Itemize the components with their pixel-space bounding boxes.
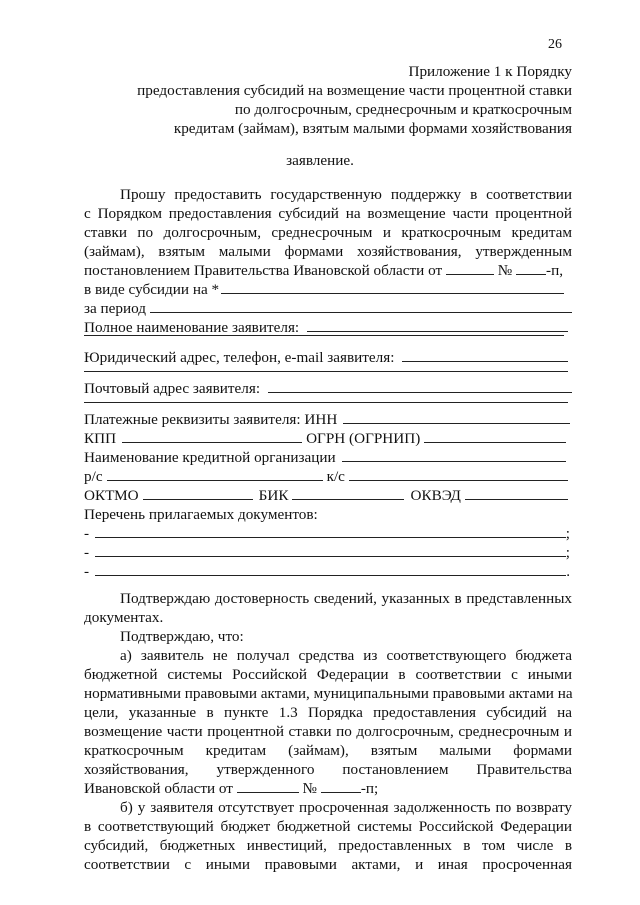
decree-number-field[interactable] xyxy=(516,261,546,275)
okved-field[interactable] xyxy=(465,486,568,500)
legal-address-line-2[interactable] xyxy=(84,371,568,372)
doc-item-3-field[interactable] xyxy=(95,562,566,576)
subsidy-field[interactable] xyxy=(221,280,564,294)
ogrn-field[interactable] xyxy=(424,429,566,443)
intro-line-4: (займам), взятым малыми формами хозяйствования, утвержденным xyxy=(84,243,572,260)
item-a-line-7: хозяйствования, утвержденного постановлением Правительства xyxy=(84,761,572,778)
payment-details-label: Платежные реквизиты заявителя: ИНН xyxy=(84,411,338,428)
ogrn-label: ОГРН (ОГРНИП) xyxy=(306,430,421,447)
bank-name-label: Наименование кредитной организации xyxy=(84,449,336,466)
doc-item-3-dash: - xyxy=(84,563,90,580)
full-name-label: Полное наименование заявителя: xyxy=(84,319,300,336)
bik-field[interactable] xyxy=(292,486,404,500)
confirm-line-3: Подтверждаю, что: xyxy=(120,628,244,645)
doc-item-1-field[interactable] xyxy=(95,524,566,538)
legal-address-label: Юридический адрес, телефон, e-mail заявителя: xyxy=(84,349,395,366)
decree-date-field[interactable] xyxy=(446,261,494,275)
intro-line-2: с Порядком предоставления субсидий на возмещение части процентной xyxy=(84,205,572,222)
doc-item-2-end: ; xyxy=(565,544,570,561)
doc-item-2-dash: - xyxy=(84,544,90,561)
rs-field[interactable] xyxy=(107,467,323,481)
bik-label: БИК xyxy=(258,487,289,504)
appendix-line-1: Приложение 1 к Порядку xyxy=(408,63,572,80)
item-a-suffix: -п; xyxy=(360,780,379,797)
item-a-line-3: нормативными правовыми актами, муниципальными правовыми актами на xyxy=(84,685,573,702)
period-field[interactable] xyxy=(150,299,572,313)
postal-address-field[interactable] xyxy=(268,379,572,393)
rs-label: р/с xyxy=(84,468,103,485)
intro-line-3: ставки по долгосрочным, среднесрочным и краткосрочным кредитам xyxy=(84,224,572,241)
item-a-line-2: бюджетной системы Российской Федерации в соответствии с иными xyxy=(84,666,572,683)
ks-label: к/с xyxy=(326,468,345,485)
appendix-line-4: кредитам (займам), взятым малыми формами хозяйствования xyxy=(173,120,572,137)
full-name-line-2[interactable] xyxy=(84,335,564,336)
document-title: заявление. xyxy=(286,152,354,169)
item-b-line-3: субсидий, бюджетных инвестиций, предоставленных в том числе в xyxy=(84,837,572,854)
full-name-field[interactable] xyxy=(307,318,568,332)
item-a-number-sign: № xyxy=(302,780,318,797)
inn-field[interactable] xyxy=(343,410,570,424)
number-sign: № xyxy=(497,262,513,279)
item-a-date-field[interactable] xyxy=(237,779,299,793)
postal-address-label: Почтовый адрес заявителя: xyxy=(84,380,261,397)
kpp-label: КПП xyxy=(84,430,117,447)
doc-item-1-dash: - xyxy=(84,525,90,542)
item-b-line-4: соответствии с иными правовыми актами, и иная просроченная xyxy=(84,856,572,873)
oktmo-label: ОКТМО xyxy=(84,487,139,504)
item-a-number-field[interactable] xyxy=(321,779,361,793)
doc-item-2-field[interactable] xyxy=(95,543,566,557)
bank-name-field[interactable] xyxy=(342,448,566,462)
kpp-field[interactable] xyxy=(122,429,302,443)
item-a-line-1: а) заявитель не получал средства из соответствующего бюджета xyxy=(120,647,572,664)
oktmo-field[interactable] xyxy=(143,486,253,500)
item-b-line-1: б) у заявителя отсутствует просроченная задолженность по возврату xyxy=(120,799,572,816)
page-number: 26 xyxy=(548,37,562,52)
confirm-line-2: документах. xyxy=(84,609,164,626)
decree-suffix: -п, xyxy=(546,262,564,279)
item-a-line-4: цели, указанные в пункте 1.3 Порядка предоставления субсидий на xyxy=(84,704,572,721)
subsidy-label: в виде субсидии на * xyxy=(84,281,220,298)
item-b-line-2: в соответствующий бюджет бюджетной системы Российской Федерации xyxy=(84,818,572,835)
doc-item-3-end: . xyxy=(566,563,570,580)
docs-list-label: Перечень прилагаемых документов: xyxy=(84,506,318,523)
period-label: за период xyxy=(84,300,147,317)
item-a-line-5: возмещение части процентной ставки по долгосрочным, среднесрочным и xyxy=(84,723,572,740)
okved-label: ОКВЭД xyxy=(410,487,461,504)
intro-line-1: Прошу предоставить государственную поддержку в соответствии xyxy=(120,186,572,203)
legal-address-field[interactable] xyxy=(402,348,568,362)
item-a-line-8: Ивановской области от xyxy=(84,780,233,797)
ks-field[interactable] xyxy=(349,467,568,481)
intro-line-5: постановлением Правительства Ивановской области от xyxy=(84,262,443,279)
appendix-line-2: предоставления субсидий на возмещение части процентной ставки xyxy=(137,82,572,99)
doc-item-1-end: ; xyxy=(565,525,570,542)
appendix-line-3: по долгосрочным, среднесрочным и краткосрочным xyxy=(234,101,572,118)
postal-address-line-2[interactable] xyxy=(84,402,568,403)
item-a-line-6: краткосрочным кредитам (займам), взятым малыми формами xyxy=(84,742,572,759)
confirm-line-1: Подтверждаю достоверность сведений, указанных в представленных xyxy=(120,590,572,607)
